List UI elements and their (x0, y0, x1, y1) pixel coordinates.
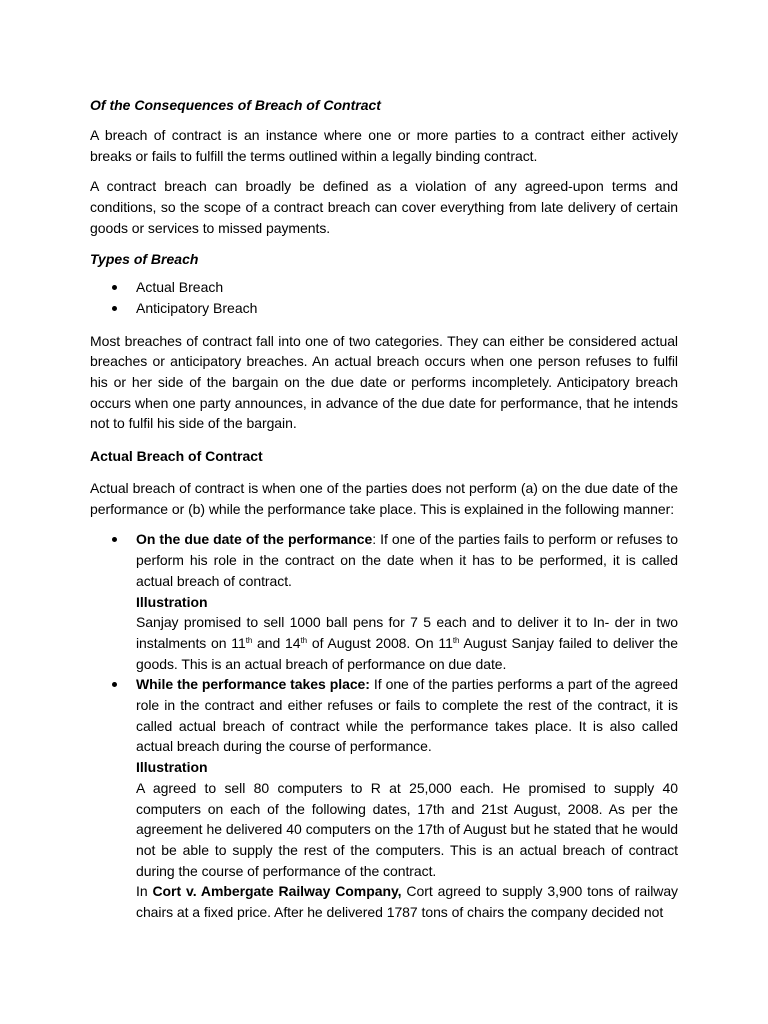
illustration-label: Illustration (136, 759, 208, 776)
paragraph-categories: Most breaches of contract fall into one of two categories. They can either be considered actual breaches or anticipatory breaches. An actual breach occurs when one person refuses to fulfil his or her side of the bargain on the due date or performs incompletely. Anticipatory breach occurs when one party announces, in advance of the due date for performance, that he intends not to fulfil his side of the bargain. (90, 332, 678, 432)
illustration-text: Sanjay promised to sell 1000 ball pens for 7 5 each and to deliver it to In- der in two instalments on 11th and 14th of August 2008. On 11th August Sanjay failed to deliver the goods. This is an actual breach of performance on due date. (136, 614, 678, 672)
bullet-icon (112, 537, 117, 542)
list-item-due-date (90, 529, 678, 674)
paragraph-broad-definition: A contract breach can broadly be defined as a violation of any agreed-upon terms and conditions, so the scope of a contract breach can cover everything from late delivery of certain goods or services to missed payments. (90, 178, 678, 236)
item-during-performance-text: While the performance takes place: If one of the parties performs a part of the agreed role in the contract and either refuses or fails to complete the rest of the contract, it is called actual breach of contract while the performance takes place. It is also called actual breach during the course of performance. (136, 676, 679, 755)
list-item: Actual Breach (90, 277, 678, 298)
case-text: In Cort v. Ambergate Railway Company, Cort agreed to supply 3,900 tons of railway chairs at a fixed price. After he delivered 1787 tons of chairs the company decided not (136, 883, 679, 921)
bullet-icon (112, 285, 117, 290)
case-name: Cort v. Ambergate Railway Company, (152, 883, 402, 900)
actual-breach-heading: Actual Breach of Contract (90, 448, 263, 465)
list-item: Anticipatory Breach (90, 298, 678, 319)
types-heading: Types of Breach (90, 250, 199, 267)
list-item-during-performance (90, 674, 678, 922)
paragraph-actual-breach: Actual breach of contract is when one of the parties does not perform (a) on the due date of the performance or (b) while the performance take place. This is explained in the following manner: (90, 480, 678, 517)
paragraph-definition: A breach of contract is an instance where one or more parties to a contract either actively breaks or fails to fulfill the terms outlined within a legally binding contract. (90, 127, 678, 164)
illustration-text: A agreed to sell 80 computers to R at 25,000 each. He promised to supply 40 computers on each of the following dates, 17th and 21st August, 2008. As per the agreement he delivered 40 computers on the 17th of August but he stated that he would not be able to supply the rest of the computers. This is an actual breach of contract during the course of performance of the contract. (136, 779, 678, 879)
document-title: Of the Consequences of Breach of Contract (90, 97, 381, 113)
illustration-label: Illustration (136, 593, 208, 610)
types-list (90, 277, 678, 319)
item-due-date-text: On the due date of the performance: If one of the parties fails to perform or refuses to perform his role in the contract on the date when it has to be performed, it is called actual breach of contract. (136, 531, 678, 589)
breach-types-list (90, 529, 678, 922)
bullet-icon (112, 306, 117, 311)
bullet-icon (112, 682, 117, 687)
